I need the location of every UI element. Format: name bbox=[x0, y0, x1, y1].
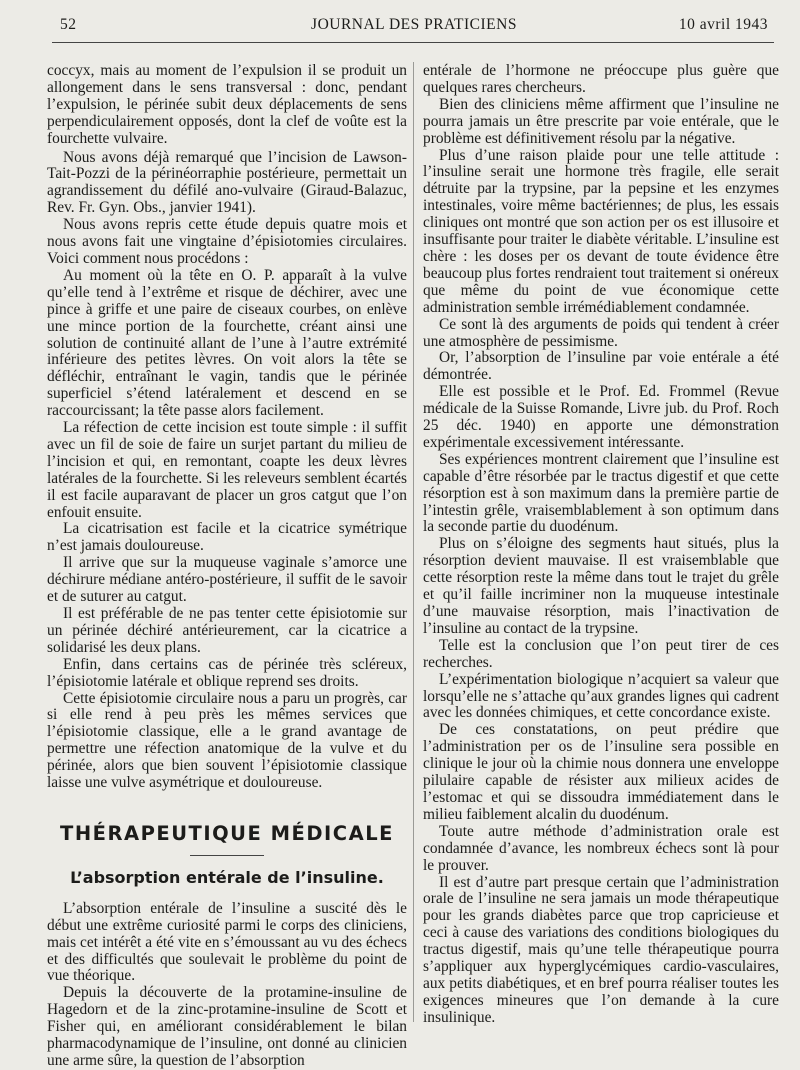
paragraph: L’absorption entérale de l’insuline a suscité dès le début une extrême curiosité parmi le corps des cliniciens, mais cet intérêt a été vite en s’émoussant au vu des échecs et des difficultés que soulevait le problème du point de vue théorique. bbox=[47, 899, 407, 985]
paragraph: Bien des cliniciens même affirment que l’insuline ne pourra jamais un être prescrite par voie entérale, que le problème est définitivement résolu par la négative. bbox=[423, 95, 779, 147]
header-rule bbox=[52, 42, 774, 43]
paragraph: Telle est la conclusion que l’on peut tirer de ces recherches. bbox=[423, 636, 779, 671]
article-title: L’absorption entérale de l’insuline. bbox=[70, 867, 384, 887]
paragraph: Ses expériences montrent clairement que l’insuline est capable d’être résorbée par le tractus digestif et que cette résorption est à son maximum dans la première partie de l’intestin grêle, vraisemblablement à son optimum dans la seconde partie du duodénum. bbox=[423, 450, 779, 536]
paragraph: Or, l’absorption de l’insuline par voie entérale a été démontrée. bbox=[423, 349, 779, 384]
paragraph: Nous avons déjà remarqué que l’incision de Lawson-Tait-Pozzi de la périnéorraphie postérieure, permettait un agrandissement du défilé ano-vulvaire (Giraud-Balazuc, Rev. Fr. Gyn. Obs., janvier 1941). bbox=[47, 148, 407, 217]
paragraph: Enfin, dans certains cas de périnée très scléreux, l’épisiotomie latérale et oblique reprend ses droits. bbox=[47, 655, 407, 690]
paragraph: Au moment où la tête en O. P. apparaît à la vulve qu’elle tend à l’extrême et risque de déchirer, avec une pince à griffe et une paire de ciseaux courbes, on enlève une mince portion de la fourchette, créant ainsi une solution de continuité allant de l’une à l’autre extrémité inférieure des petites lèvres. On voit alors la tête se défléchir, entraînant le vagin, tandis que le périnée superficiel s’étend latéralement et descend en se raccourcissant; la tête passe alors facilement. bbox=[47, 266, 407, 420]
paragraph: Cette épisiotomie circulaire nous a paru un progrès, car si elle rend à peu près les mêmes services que l’épisiotomie classique, elle a le grand avantage de permettre une réfection anatomique de la vulve et du périnée, alors que bien souvent l’épisiotomie classique laisse une vulve asymétrique et douloureuse. bbox=[47, 689, 407, 792]
paragraph: Il arrive que sur la muqueuse vaginale s’amorce une déchirure médiane antéro-postérieure, il suffit de le savoir et de suturer au catgut. bbox=[47, 554, 407, 606]
issue-date: 10 avril 1943 bbox=[678, 16, 768, 33]
section-title: THÉRAPEUTIQUE MÉDICALE bbox=[60, 821, 394, 845]
paragraph: entérale de l’hormone ne préoccupe plus guère que quelques rares chercheurs. bbox=[423, 62, 779, 96]
paragraph: Il est d’autre part presque certain que l’administration orale de l’insuline ne sera jamais un mode thérapeutique pour les grands diabètes parce que trop capricieuse et ceci à cause des variations des conditions biologiques du tractus digestif, mais qu’une telle thérapeutique pourra s’appliquer aux hyperglycémiques cardio-vasculaires, aux petits diabétiques, et en bref pourra réaliser toutes les exigences mineures que l’on demande à la cure insulinique. bbox=[423, 873, 779, 1026]
paragraph: Il est préférable de ne pas tenter cette épisiotomie sur un périnée déchiré antérieurement, car la cicatrice a solidarisé les deux plans. bbox=[47, 605, 407, 656]
paragraph: Toute autre méthode d’administration orale est condamnée d’avance, les nombreux échecs sont là pour le prouver. bbox=[423, 822, 779, 874]
paragraph: L’expérimentation biologique n’acquiert sa valeur que lorsqu’elle ne s’attache qu’aux grandes lignes qui cadrent avec les données chimiques, et cette concordance existe. bbox=[423, 670, 779, 722]
paragraph: Nous avons repris cette étude depuis quatre mois et nous avons fait une vingtaine d’épisiotomies circulaires. Voici comment nous procédons : bbox=[47, 216, 407, 267]
column-divider bbox=[413, 62, 414, 1022]
paragraph: De ces constatations, on peut prédire que l’administration per os de l’insuline sera possible en clinique le jour où la chimie nous donnera une enveloppe pilulaire capable de résister aux milieux acides de l’estomac et qui se dissoudra immédiatement dans le milieu faiblement alcalin du duodénum. bbox=[423, 721, 779, 823]
paragraph: Plus on s’éloigne des segments haut situés, plus la résorption devient mauvaise. Il est vraisemblable que cette résorption reste la même dans tout le trajet du grêle et qu’il faille incriminer non la muqueuse intestinale d’une mauvaise résorption, mais l’inactivation de l’insuline au contact de la trypsine. bbox=[423, 535, 779, 637]
running-header bbox=[60, 16, 768, 40]
paragraph: Plus d’une raison plaide pour une telle attitude : l’insuline serait une hormone très fragile, elle serait détruite par la trypsine, par la pepsine et les enzymes intestinales, voire même bactériennes; de plus, les essais cliniques ont montré que son action per os est illusoire et insuffisante pour traiter le diabète véritable. L’insuline est chère : les doses per os devant de toute évidence être beaucoup plus fortes rendraient tout traitement si onéreux que même du point de vue économique cette administration semble irrémédiablement condamnée. bbox=[423, 146, 779, 316]
paragraph: Depuis la découverte de la protamine-insuline de Hagedorn et de la zinc-protamine-insuline de Scott et Fisher qui, en améliorant considérablement le bilan pharmacodynamique de l’insuline, ont donné au clinicien une arme sûre, la question de l’absorption bbox=[47, 984, 407, 1069]
journal-title: JOURNAL DES PRATICIENS bbox=[311, 16, 517, 33]
page-number: 52 bbox=[60, 16, 77, 33]
left-column bbox=[47, 63, 407, 1070]
paragraph: Elle est possible et le Prof. Ed. Frommel (Revue médicale de la Suisse Romande, Livre jub. du Prof. Roch 25 déc. 1940) en apporte une démonstration expérimentale excessivement intéressante. bbox=[423, 383, 779, 451]
paragraph: La réfection de cette incision est toute simple : il suffit avec un fil de soie de faire un surjet partant du milieu de l’incision et qui, en remontant, coapte les deux lèvres latérales de la fourchette. Si les releveurs semblent écartés il est facile auparavant de placer un gros catgut que l’on enfouit ensuite. bbox=[47, 419, 407, 521]
paragraph: Ce sont là des arguments de poids qui tendent à créer une atmosphère de pessimisme. bbox=[423, 315, 779, 350]
paragraph: coccyx, mais au moment de l’expulsion il se produit un allongement dans le sens transversal : donc, pendant l’expulsion, le périnée subit deux déplacements de sens perpendiculairement opposés, dont la clef de voûte est la fourchette vulvaire. bbox=[47, 62, 407, 147]
right-column bbox=[423, 63, 779, 1027]
paragraph: La cicatrisation est facile et la cicatrice symétrique n’est jamais douloureuse. bbox=[47, 520, 407, 555]
